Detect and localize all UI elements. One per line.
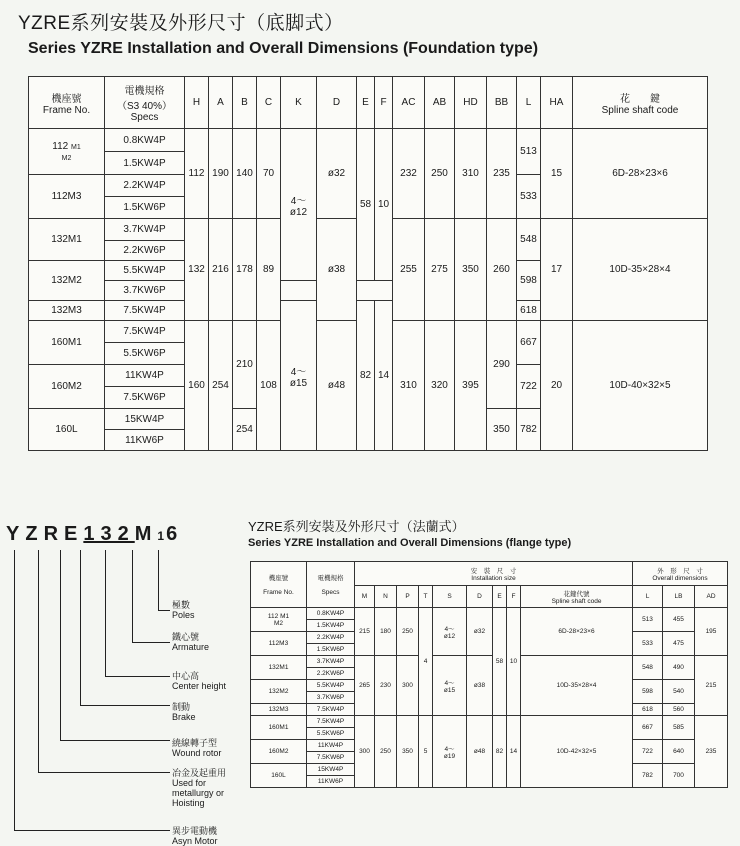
label-center-height: 中心高 Center height [172, 671, 227, 691]
value-cell: ø32 [317, 129, 357, 219]
value-cell: 10 [375, 129, 393, 281]
value-cell: 4～ ø15 [281, 301, 317, 451]
spline-header: 花 鍵 Spline shaft code [573, 77, 708, 129]
leader-line [80, 705, 170, 706]
label-use: 冶金及起重用 Used for metallurgy or Hoisting [172, 768, 227, 808]
spec-cell: 5.5KW4P [307, 680, 355, 692]
value-cell: 585 [663, 716, 695, 740]
d-header: D [467, 586, 493, 608]
spec-cell: 11KW6P [105, 430, 185, 451]
value-cell: 178 [233, 219, 257, 321]
value-cell: 310 [455, 129, 487, 219]
value-cell: 10D-42×32×5 [521, 716, 633, 788]
code-char-132: 132 [83, 523, 135, 545]
table-row [251, 656, 728, 668]
top-title-en: Series YZRE Installation and Overall Dimensions (Foundation type) [28, 40, 539, 57]
over-header: 外 形 尺 寸 Overall dimensions [633, 562, 728, 586]
lb-header: LB [663, 586, 695, 608]
value-cell: 82 [357, 301, 375, 451]
value-cell: 4～ ø12 [281, 129, 317, 281]
value-cell: 14 [507, 716, 521, 788]
value-cell: 667 [633, 716, 663, 740]
value-cell: 250 [397, 608, 419, 656]
value-cell: 320 [425, 321, 455, 451]
value-cell: 4 [419, 608, 433, 716]
code-char-y: Y [6, 523, 26, 545]
value-cell: 598 [633, 680, 663, 704]
b-header: B [233, 77, 257, 129]
s-header: S [433, 586, 467, 608]
value-cell: 490 [663, 656, 695, 680]
value-cell: 548 [633, 656, 663, 680]
frame-cell: 112 M1 M2 [251, 608, 307, 632]
value-cell: 782 [633, 764, 663, 788]
spline-header: 花鍵代號 Spline shaft code [521, 586, 633, 608]
value-cell: 640 [663, 740, 695, 764]
leader-line [60, 740, 170, 741]
value-cell: 160 [185, 321, 209, 451]
spec-header: 電機規格 （S3 40%） Specs [105, 77, 185, 129]
ac-header: AC [393, 77, 425, 129]
value-cell: 560 [663, 704, 695, 716]
spec-cell: 3.7KW4P [307, 656, 355, 668]
value-cell: 722 [633, 740, 663, 764]
value-cell: 195 [695, 608, 728, 656]
label-wound-rotor: 繞線轉子型 Wound rotor [172, 738, 222, 758]
value-cell: 598 [517, 261, 541, 301]
spec-cell: 7.5KW6P [307, 752, 355, 764]
value-cell: 395 [455, 321, 487, 451]
c-header: C [257, 77, 281, 129]
code-char-r: R [43, 523, 65, 545]
spec-cell: 0.8KW4P [307, 608, 355, 620]
spec-cell: 5.5KW4P [105, 261, 185, 281]
value-cell: 108 [257, 321, 281, 451]
value-cell: 10 [507, 608, 521, 716]
spec-cell: 2.2KW6P [105, 241, 185, 261]
spec-cell: 11KW4P [105, 365, 185, 387]
value-cell: 10D-35×28×4 [573, 219, 708, 321]
leader-line [158, 610, 170, 611]
frame-header: 機座號 Frame No. [29, 77, 105, 129]
n-header: N [375, 586, 397, 608]
leader-line [105, 676, 170, 677]
ab-header: AB [425, 77, 455, 129]
value-cell: 10D-40×32×5 [573, 321, 708, 451]
frame-cell: 132M3 [251, 704, 307, 716]
label-brake: 制動 Brake [172, 702, 196, 722]
foundation-table [28, 76, 708, 451]
value-cell: 265 [355, 656, 375, 716]
value-cell: 254 [209, 321, 233, 451]
f-header: F [507, 586, 521, 608]
bottom-title-en: Series YZRE Installation and Overall Dimensions (flange type) [248, 537, 572, 549]
value-cell: 216 [209, 219, 233, 321]
leader-line [38, 550, 39, 772]
value-cell: 455 [663, 608, 695, 632]
value-cell: 540 [663, 680, 695, 704]
e-header: E [357, 77, 375, 129]
e-header: E [493, 586, 507, 608]
value-cell: 6D-28×23×6 [521, 608, 633, 656]
spec-cell: 2.2KW4P [307, 632, 355, 644]
code-char-m: M [134, 523, 158, 545]
value-cell: 250 [425, 129, 455, 219]
frame-cell: 160M1 [29, 321, 105, 365]
value-cell: 548 [517, 219, 541, 261]
spec-cell: 5.5KW6P [105, 343, 185, 365]
value-cell: 255 [393, 219, 425, 321]
spec-cell: 0.8KW4P [105, 129, 185, 152]
value-cell: 132 [185, 219, 209, 321]
p-header: P [397, 586, 419, 608]
frame-cell: 160M1 [251, 716, 307, 740]
hd-header: HD [455, 77, 487, 129]
ad-header: AD [695, 586, 728, 608]
value-cell: 235 [487, 129, 517, 219]
l-header: L [517, 77, 541, 129]
leader-line [105, 550, 106, 676]
value-cell: 310 [393, 321, 425, 451]
k-header: K [281, 77, 317, 129]
spec-cell: 1.5KW6P [307, 644, 355, 656]
value-cell: 70 [257, 129, 281, 219]
value-cell: 350 [397, 716, 419, 788]
table-row [251, 716, 728, 728]
value-cell: 4～ ø12 [433, 608, 467, 656]
value-cell: 58 [493, 608, 507, 716]
l-header: L [633, 586, 663, 608]
code-char-6: 6 [166, 523, 184, 545]
spec-cell: 3.7KW6P [307, 692, 355, 704]
spec-cell: 7.5KW4P [307, 704, 355, 716]
model-code [6, 523, 183, 546]
value-cell: 10D-35×28×4 [521, 656, 633, 716]
spec-cell: 7.5KW4P [307, 716, 355, 728]
frame-cell: 112 M1 M2 [29, 129, 105, 175]
frame-header: 機座號 Frame No. [251, 562, 307, 608]
spec-cell: 7.5KW6P [105, 387, 185, 409]
bb-header: BB [487, 77, 517, 129]
value-cell: 15 [541, 129, 573, 219]
table-row [29, 129, 708, 152]
value-cell: 190 [209, 129, 233, 219]
value-cell: 782 [517, 409, 541, 451]
spec-header: 電機規格 Specs [307, 562, 355, 608]
value-cell: 20 [541, 321, 573, 451]
frame-cell: 112M3 [251, 632, 307, 656]
frame-cell: 132M1 [251, 656, 307, 680]
t-header: T [419, 586, 433, 608]
value-cell: 4～ ø15 [433, 656, 467, 716]
leader-line [38, 772, 170, 773]
value-cell: 618 [633, 704, 663, 716]
spec-cell: 5.5KW6P [307, 728, 355, 740]
value-cell: 513 [517, 129, 541, 175]
value-cell: 17 [541, 219, 573, 321]
value-cell: 667 [517, 321, 541, 365]
leader-line [80, 550, 81, 705]
value-cell: 700 [663, 764, 695, 788]
m-header: M [355, 586, 375, 608]
header-row [251, 562, 728, 586]
value-cell: 290 [487, 321, 517, 409]
frame-cell: 160M2 [251, 740, 307, 764]
value-cell: 250 [375, 716, 397, 788]
leader-line [14, 550, 15, 830]
table-row [251, 608, 728, 620]
code-char-sub: 1 [157, 529, 167, 543]
value-cell: 300 [397, 656, 419, 716]
d-header: D [317, 77, 357, 129]
value-cell: 210 [233, 321, 257, 409]
frame-cell: 160M2 [29, 365, 105, 409]
value-cell: 260 [487, 219, 517, 321]
code-char-e: E [64, 523, 84, 545]
spec-cell: 2.2KW6P [307, 668, 355, 680]
h-header: H [185, 77, 209, 129]
value-cell: 350 [455, 219, 487, 321]
value-cell: 533 [633, 632, 663, 656]
label-poles: 極數 Poles [172, 600, 195, 620]
label-armature: 鐵心號 Armature [172, 632, 210, 652]
value-cell: 618 [517, 301, 541, 321]
spec-cell: 1.5KW6P [105, 197, 185, 219]
value-cell: 254 [233, 409, 257, 451]
value-cell: 232 [393, 129, 425, 219]
value-cell: 5 [419, 716, 433, 788]
leader-line [14, 830, 170, 831]
leader-line [132, 550, 133, 642]
spec-cell: 3.7KW6P [105, 281, 185, 301]
top-title-cn: YZRE系列安裝及外形尺寸（底脚式） [18, 13, 344, 34]
spec-cell: 7.5KW4P [105, 321, 185, 343]
spec-cell: 11KW6P [307, 776, 355, 788]
spec-cell: 1.5KW4P [307, 620, 355, 632]
spec-cell: 15KW4P [307, 764, 355, 776]
frame-cell: 132M3 [29, 301, 105, 321]
value-cell: 475 [663, 632, 695, 656]
frame-cell: 160L [29, 409, 105, 451]
label-asyn-motor: 異步電動機 Asyn Motor [172, 826, 218, 846]
spec-cell: 11KW4P [307, 740, 355, 752]
spec-cell: 2.2KW4P [105, 175, 185, 197]
value-cell: 215 [355, 608, 375, 656]
header-row [29, 77, 708, 129]
value-cell: 89 [257, 219, 281, 321]
value-cell: 82 [493, 716, 507, 788]
bottom-title-cn: YZRE系列安裝及外形尺寸（法蘭式） [248, 519, 465, 534]
value-cell: 4～ ø19 [433, 716, 467, 788]
f-header: F [375, 77, 393, 129]
frame-cell: 132M2 [29, 261, 105, 301]
spec-cell: 1.5KW4P [105, 152, 185, 175]
value-cell: 533 [517, 175, 541, 219]
value-cell: 230 [375, 656, 397, 716]
value-cell: 275 [425, 219, 455, 321]
frame-cell: 132M1 [29, 219, 105, 261]
value-cell: 14 [375, 301, 393, 451]
value-cell: 180 [375, 608, 397, 656]
frame-cell: 160L [251, 764, 307, 788]
value-cell: ø38 [317, 219, 357, 321]
value-cell: 235 [695, 716, 728, 788]
value-cell: ø48 [317, 321, 357, 451]
frame-cell: 112M3 [29, 175, 105, 219]
value-cell: 350 [487, 409, 517, 451]
value-cell: ø48 [467, 716, 493, 788]
inst-header: 安 裝 尺 寸 Installation size [355, 562, 633, 586]
leader-line [158, 550, 159, 610]
value-cell: 300 [355, 716, 375, 788]
value-cell: ø38 [467, 656, 493, 716]
leader-line [132, 642, 170, 643]
a-header: A [209, 77, 233, 129]
value-cell: 58 [357, 129, 375, 281]
frame-cell: 132M2 [251, 680, 307, 704]
value-cell: 6D-28×23×6 [573, 129, 708, 219]
value-cell: 112 [185, 129, 209, 219]
flange-table [250, 561, 728, 788]
value-cell: 513 [633, 608, 663, 632]
value-cell: 140 [233, 129, 257, 219]
code-char-z: Z [25, 523, 44, 545]
spec-cell: 15KW4P [105, 409, 185, 430]
spec-cell: 7.5KW4P [105, 301, 185, 321]
spec-cell: 3.7KW4P [105, 219, 185, 241]
leader-line [60, 550, 61, 740]
ha-header: HA [541, 77, 573, 129]
value-cell: 215 [695, 656, 728, 716]
value-cell: 722 [517, 365, 541, 409]
value-cell: ø32 [467, 608, 493, 656]
